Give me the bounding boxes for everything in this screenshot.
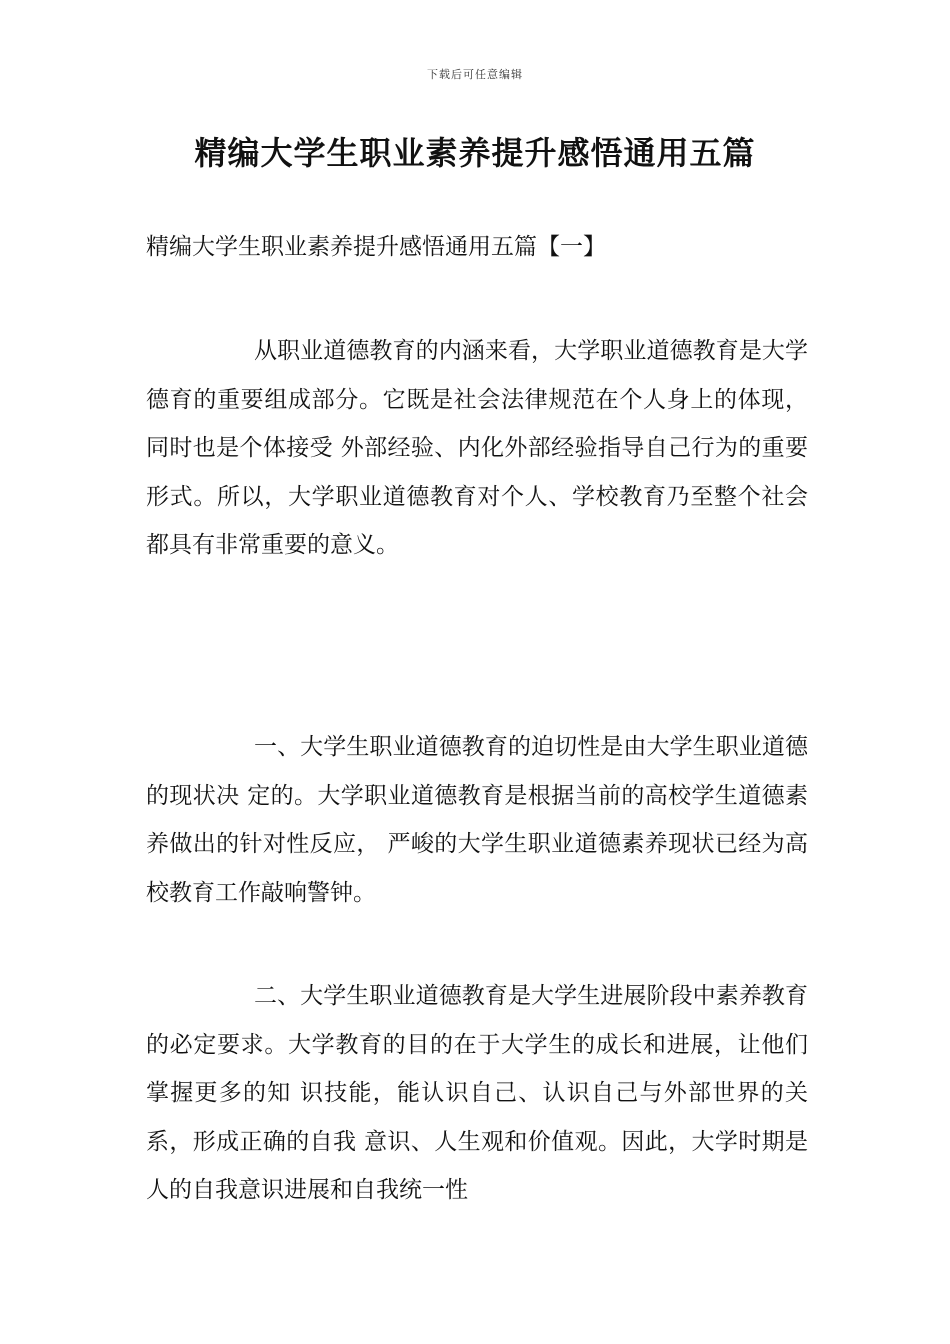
body-paragraph-3: 二、大学生职业道德教育是大学生进展阶段中素养教育的必定要求。大学教育的目的在于大学生的成长和进展，让他们掌握更多的知 识技能，能认识自己、认识自己与外部世界的关系，形成正确的自我 意识、人生观和价值观。因此，大学时期是人的自我意识进展和自我统一性 [146,983,808,1203]
page-header-note: 下载后可任意编辑 [427,68,523,81]
body-paragraph-2: 一、大学生职业道德教育的迫切性是由大学生职业道德的现状决 定的。大学职业道德教育是根据当前的高校学生道德素养做出的针对性反应， 严峻的大学生职业道德素养现状已经为高校教育工作敲响警钟。 [146,734,808,906]
body-paragraph-1: 从职业道德教育的内涵来看，大学职业道德教育是大学德育的重要组成部分。它既是社会法律规范在个人身上的体现，同时也是个体接受 外部经验、内化外部经验指导自己行为的重要形式。所以，大学职业道德教育对个人、学校教育乃至整个社会都具有非常重要的意义。 [146,338,808,558]
document-title: 精编大学生职业素养提升感悟通用五篇 [194,134,756,172]
section-heading: 精编大学生职业素养提升感悟通用五篇【一】 [146,234,606,260]
